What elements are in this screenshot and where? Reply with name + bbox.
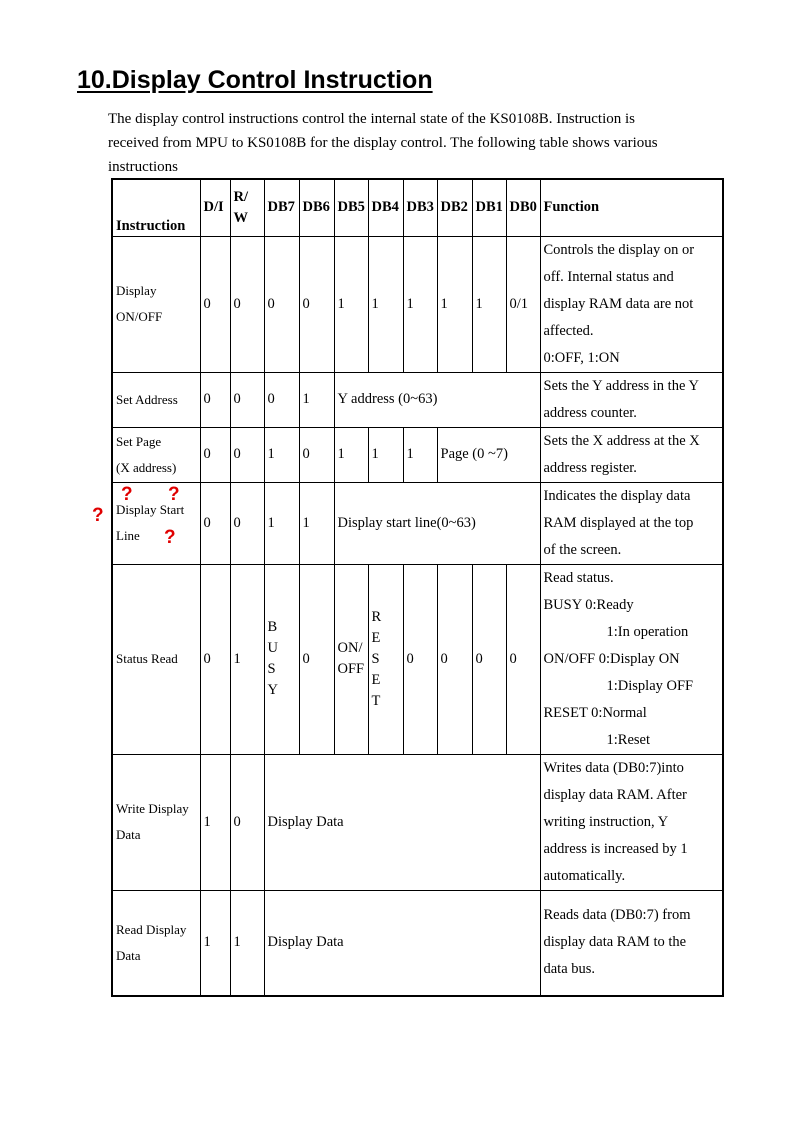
cell-di: 0 [200,427,230,482]
intro-line: instructions [108,159,178,175]
cell-db1: 0 [472,564,506,754]
cell-rw: 0 [230,754,264,890]
table-row [112,890,723,996]
instruction-table [111,178,724,997]
cell-db5: 1 [334,427,368,482]
header-instruction: Instruction [112,179,200,236]
header-db2: DB2 [437,179,472,236]
cell-display-data: Display Data [264,754,540,890]
header-db6: DB6 [299,179,334,236]
cell-db4-reset: R E S E T [368,564,403,754]
cell-db4: 1 [368,236,403,372]
table-row [112,754,723,890]
section-heading: 10.Display Control Instruction [77,66,433,94]
cell-db2: 1 [437,236,472,372]
table-row [112,482,723,564]
cell-display-data: Display Data [264,890,540,996]
cell-db6: 1 [299,482,334,564]
cell-db7: 1 [264,482,299,564]
question-mark-annotation: ? [121,484,133,505]
cell-di: 1 [200,890,230,996]
cell-db6: 0 [299,564,334,754]
cell-db5: 1 [334,236,368,372]
instruction-name: Status Read [112,564,200,754]
cell-rw: 0 [230,372,264,427]
cell-di: 1 [200,754,230,890]
instruction-name: Display ON/OFF [112,236,200,372]
table-row [112,236,723,372]
function-description: Sets the X address at the X address register. [540,427,723,482]
header-db3: DB3 [403,179,437,236]
cell-db6: 0 [299,236,334,372]
function-description: Read status. BUSY 0:Ready 1:In operation ON/OFF 0:Display ON 1:Display OFF RESET 0:Normal 1:Reset [540,564,723,754]
header-db7: DB7 [264,179,299,236]
instruction-name: Write Display Data [112,754,200,890]
cell-db7: 1 [264,427,299,482]
question-mark-annotation: ? [164,527,176,548]
cell-db6: 1 [299,372,334,427]
cell-rw: 1 [230,890,264,996]
cell-db0: 0 [506,564,540,754]
cell-rw: 0 [230,236,264,372]
cell-db3: 0 [403,564,437,754]
cell-db3: 1 [403,427,437,482]
cell-di: 0 [200,372,230,427]
cell-db4: 1 [368,427,403,482]
cell-rw: 0 [230,427,264,482]
header-db1: DB1 [472,179,506,236]
function-description: Writes data (DB0:7)into display data RAM. After writing instruction, Y address is increased by 1 automatically. [540,754,723,890]
cell-di: 0 [200,564,230,754]
function-description: Sets the Y address in the Y address counter. [540,372,723,427]
instruction-name: Set Address [112,372,200,427]
function-description: Controls the display on or off. Internal status and display RAM data are not affected. 0:OFF, 1:ON [540,236,723,372]
table-header-row [112,179,723,236]
table-row [112,564,723,754]
cell-di: 0 [200,482,230,564]
cell-rw: 0 [230,482,264,564]
cell-db6: 0 [299,427,334,482]
cell-db7: 0 [264,236,299,372]
intro-line: The display control instructions control the internal state of the KS0108B. Instruction is [108,111,635,127]
cell-db0: 0/1 [506,236,540,372]
instruction-name: Set Page (X address) [112,427,200,482]
cell-start-line: Display start line(0~63) [334,482,540,564]
table-row [112,427,723,482]
header-db0: DB0 [506,179,540,236]
header-db5: DB5 [334,179,368,236]
cell-db7: 0 [264,372,299,427]
cell-page: Page (0 ~7) [437,427,540,482]
cell-db7-busy: B U S Y [264,564,299,754]
cell-db3: 1 [403,236,437,372]
cell-db5-onoff: ON/ OFF [334,564,368,754]
instruction-name: Display Start Line [112,482,200,564]
table-row [112,372,723,427]
cell-db2: 0 [437,564,472,754]
cell-db1: 1 [472,236,506,372]
cell-di: 0 [200,236,230,372]
intro-line: received from MPU to KS0108B for the display control. The following table shows various [108,135,658,151]
instruction-name: Read Display Data [112,890,200,996]
header-function: Function [540,179,723,236]
intro-paragraph [108,107,723,179]
function-description: Indicates the display data RAM displayed at the top of the screen. [540,482,723,564]
header-rw: R/ W [230,179,264,236]
cell-y-address: Y address (0~63) [334,372,540,427]
header-di: D/I [200,179,230,236]
question-mark-annotation: ? [92,505,104,526]
header-db4: DB4 [368,179,403,236]
cell-rw: 1 [230,564,264,754]
question-mark-annotation: ? [168,484,180,505]
function-description: Reads data (DB0:7) from display data RAM to the data bus. [540,890,723,996]
